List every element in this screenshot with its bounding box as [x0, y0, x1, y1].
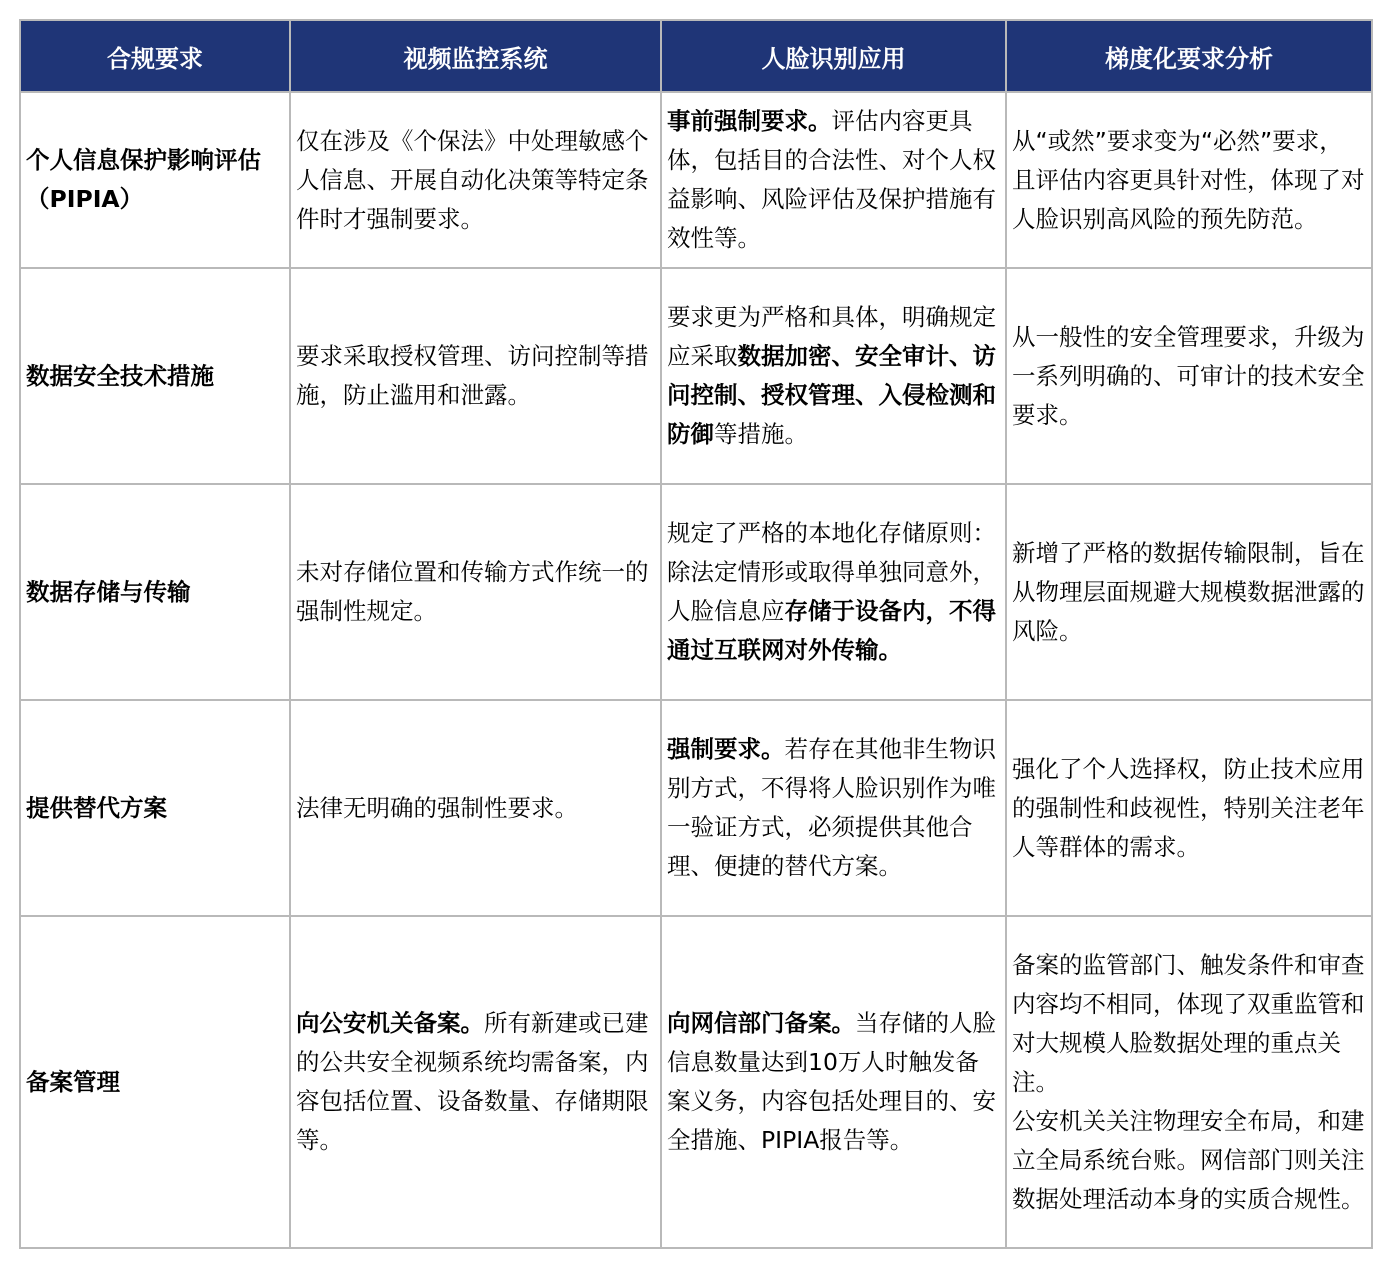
face-bold-text: 存储于设备内，不得通过互联网对外传输。: [667, 597, 996, 664]
header-row: [20, 20, 1372, 92]
face-text: 若存在其他非生物识别方式，不得将人脸识别作为唯一验证方式，必须提供其他合理、便捷的替代方案。: [667, 735, 996, 880]
table-row: [20, 484, 1372, 700]
header-requirement: 合规要求: [20, 20, 290, 92]
analysis-paragraph-2: 公安机关关注物理安全布局，和建立全局系统台账。网信部门则关注数据处理活动本身的实质合规性。: [1012, 1106, 1365, 1213]
analysis-paragraph-1: 备案的监管部门、触发条件和审查内容均不相同，体现了双重监管和对大规模人脸数据处理的重点关注。: [1012, 950, 1365, 1096]
row-requirement: 提供替代方案: [20, 700, 290, 916]
face-bold-text: 数据加密、安全审计、访问控制、授权管理、入侵检测和防御: [667, 342, 996, 448]
face-text-post: 等措施。: [714, 420, 808, 448]
row-face-cell: [661, 700, 1006, 916]
row-requirement: 个人信息保护影响评估（PIPIA）: [20, 92, 290, 268]
video-bold-text: 向公安机关备案。: [296, 1009, 484, 1037]
comparison-table-wrapper: [19, 19, 1373, 1249]
face-text-pre: 要求更为严格和具体，明确规定应采取: [667, 303, 996, 370]
row-analysis-cell: 新增了严格的数据传输限制，旨在从物理层面规避大规模数据泄露的风险。: [1006, 484, 1372, 700]
header-face-recognition: 人脸识别应用: [661, 20, 1006, 92]
row-video-cell: 未对存储位置和传输方式作统一的强制性规定。: [290, 484, 661, 700]
row-video-cell: 仅在涉及《个保法》中处理敏感个人信息、开展自动化决策等特定条件时才强制要求。: [290, 92, 661, 268]
face-bold-text: 强制要求。: [667, 735, 785, 763]
video-text: 所有新建或已建的公共安全视频系统均需备案，内容包括位置、设备数量、存储期限等。: [296, 1009, 649, 1154]
row-face-cell: [661, 268, 1006, 484]
face-text-pre: 规定了严格的本地化存储原则：除法定情形或取得单独同意外，人脸信息应: [667, 519, 996, 625]
row-video-cell: 要求采取授权管理、访问控制等措施，防止滥用和泄露。: [290, 268, 661, 484]
table-row: [20, 92, 1372, 268]
table-row: [20, 916, 1372, 1248]
face-bold-text: 事前强制要求。: [667, 107, 832, 135]
row-requirement: 数据安全技术措施: [20, 268, 290, 484]
row-face-cell: [661, 484, 1006, 700]
face-text: 当存储的人脸信息数量达到10万人时触发备案义务，内容包括处理目的、安全措施、PIPIA报告等。: [667, 1009, 996, 1154]
row-analysis-cell: 从一般性的安全管理要求，升级为一系列明确的、可审计的技术安全要求。: [1006, 268, 1372, 484]
face-text: 评估内容更具体，包括目的合法性、对个人权益影响、风险评估及保护措施有效性等。: [667, 107, 996, 252]
comparison-table: [19, 19, 1373, 1249]
row-video-cell: [290, 916, 661, 1248]
header-video-surveillance: 视频监控系统: [290, 20, 661, 92]
row-analysis-cell: 强化了个人选择权，防止技术应用的强制性和歧视性，特别关注老年人等群体的需求。: [1006, 700, 1372, 916]
row-requirement: 备案管理: [20, 916, 290, 1248]
table-row: [20, 268, 1372, 484]
header-gradient-analysis: 梯度化要求分析: [1006, 20, 1372, 92]
row-analysis-cell: [1006, 916, 1372, 1248]
row-video-cell: 法律无明确的强制性要求。: [290, 700, 661, 916]
face-bold-text: 向网信部门备案。: [667, 1009, 855, 1037]
row-requirement: 数据存储与传输: [20, 484, 290, 700]
row-analysis-cell: 从“或然”要求变为“必然”要求，且评估内容更具针对性，体现了对人脸识别高风险的预先防范。: [1006, 92, 1372, 268]
row-face-cell: [661, 92, 1006, 268]
table-row: [20, 700, 1372, 916]
row-face-cell: [661, 916, 1006, 1248]
